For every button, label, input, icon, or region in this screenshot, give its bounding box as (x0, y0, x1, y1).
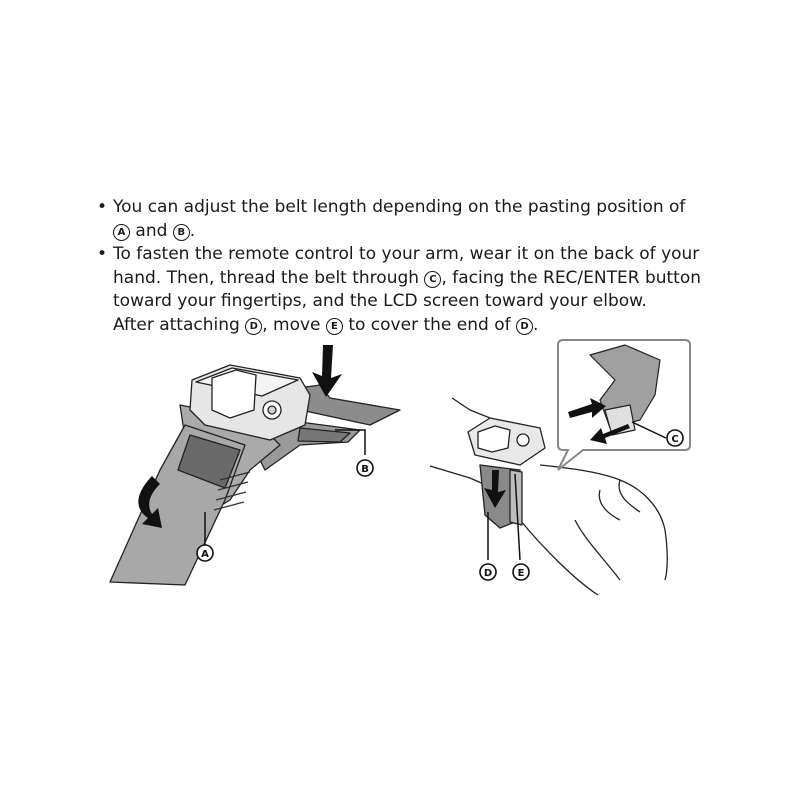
hand-knuckles (517, 480, 640, 595)
text: After attaching (113, 314, 240, 335)
label-a-marker (197, 545, 213, 561)
forearm-outline-bottom (430, 466, 488, 486)
wrist-remote-button (517, 434, 529, 446)
text: to cover the end of (348, 314, 511, 335)
marker-d: D (516, 318, 533, 335)
label-e: E (517, 568, 525, 579)
remote-with-belt-drawing (110, 365, 400, 585)
text: hand. Then, thread the belt through (113, 267, 420, 288)
marker-d: D (245, 318, 262, 335)
label-b: B (361, 464, 369, 475)
marker-e: E (326, 318, 343, 335)
bullet: • (97, 244, 108, 264)
label-d: D (483, 568, 493, 579)
wrist-remote-screen (478, 426, 510, 452)
label-b-marker (357, 460, 373, 476)
and-text: and (135, 220, 168, 241)
marker-b: B (173, 224, 190, 241)
label-e-marker (513, 564, 529, 580)
bullet: • (97, 197, 108, 217)
label-d-marker (480, 564, 496, 580)
label-a: A (201, 549, 209, 560)
rec-enter-button-center (268, 406, 276, 414)
text: , facing the REC/ENTER button (441, 267, 702, 288)
forearm-outline-top (452, 398, 490, 418)
instruction-line: toward your fingertips, and the LCD screen toward your elbow. (113, 291, 647, 311)
text: , move (262, 314, 321, 335)
marker-a: A (113, 224, 130, 241)
instruction-line: To fasten the remote control to your arm, wear it on the back of your (113, 244, 700, 264)
marker-c: C (424, 271, 441, 288)
instruction-line: You can adjust the belt length depending on the pasting position of (113, 197, 686, 217)
label-c-marker (667, 430, 683, 446)
label-c: C (671, 434, 679, 445)
period: . (189, 220, 196, 241)
period: . (532, 314, 539, 335)
lcd-screen (212, 370, 256, 418)
